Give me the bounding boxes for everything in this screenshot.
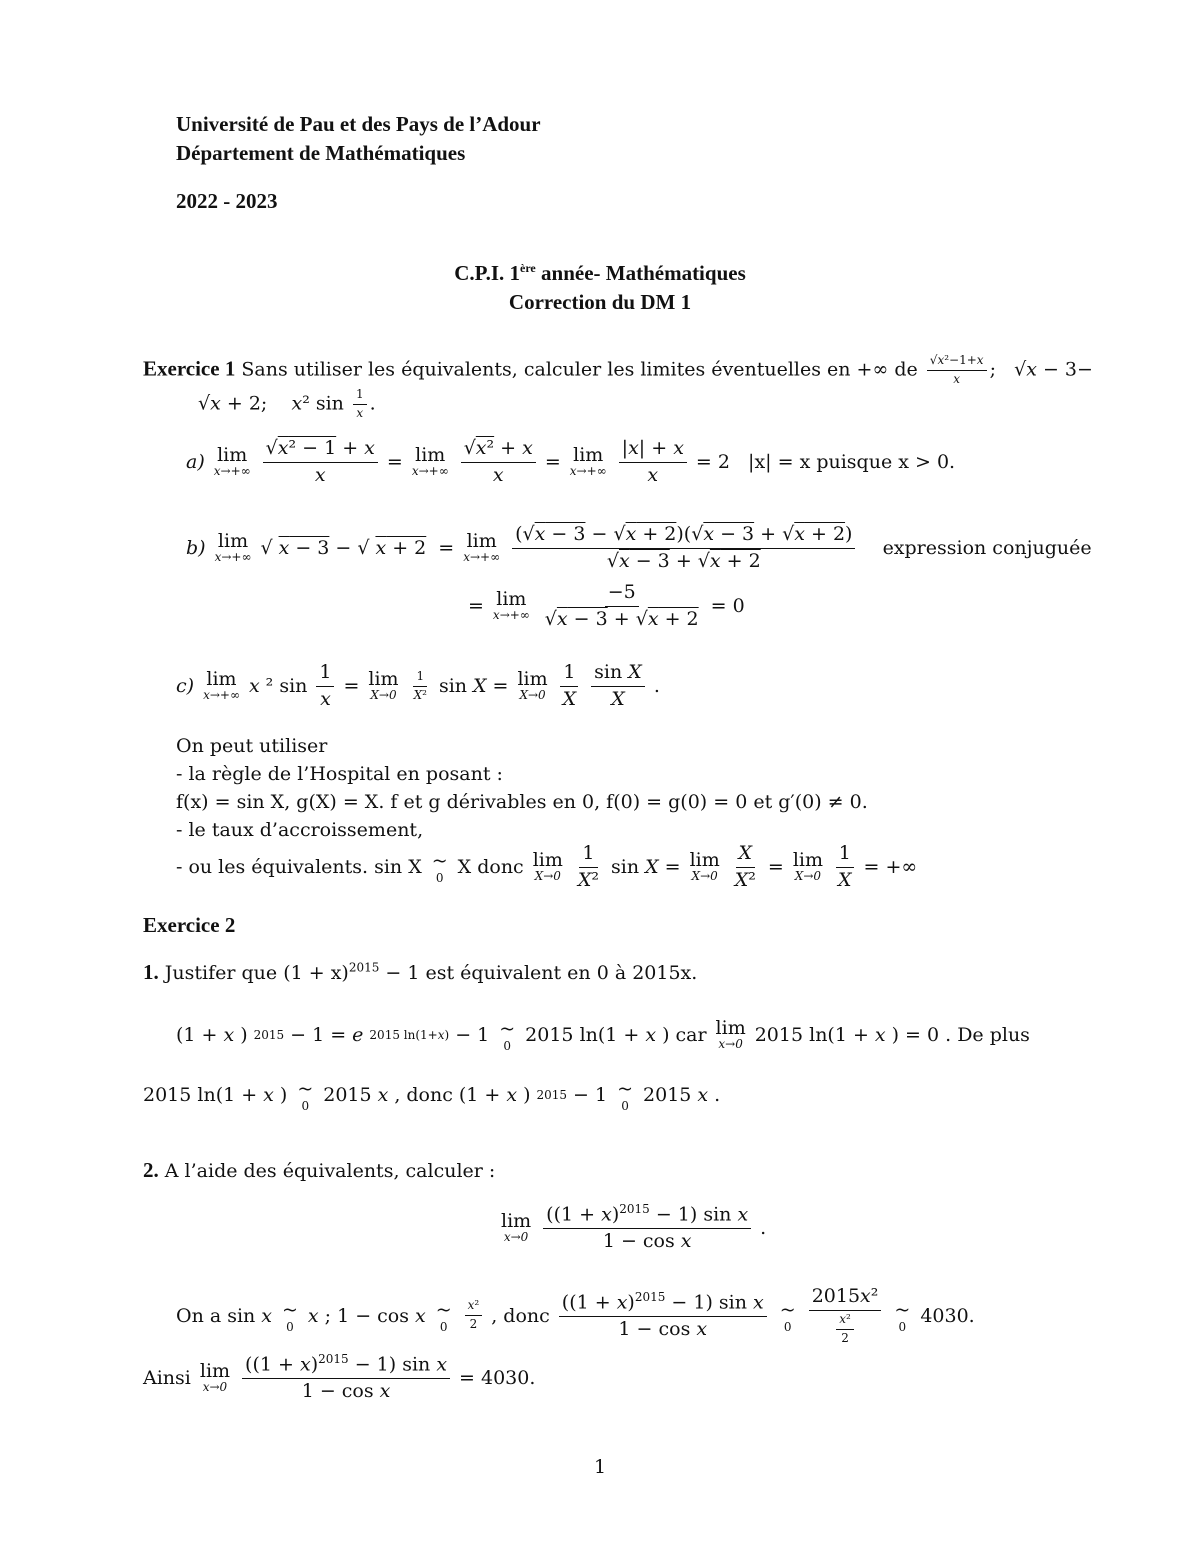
remark-rate: - le taux d’accroissement,: [176, 819, 424, 841]
ex2-q1-solution-line2: 2015 ln(1 + x ) ~ 0 2015 x , donc (1 + x ) 2015 − 1 ~ 0 2015 x .: [143, 1078, 721, 1113]
ex2-q2-limit: lim x→0 $\frac{((1 + x)^{2015} - 1) \sin x}{\text{1 − cos x}}$ .: [501, 1202, 767, 1253]
exercise-2-label: Exercice 2: [143, 913, 236, 937]
document-title: Correction du DM 1: [508, 290, 692, 314]
exercise-1-statement: Exercice 1 Sans utiliser les équivalents, calculer les limites éventuelles en +∞ de $\frac{\text{√x²−1+x}}{x}$ ; √x − 3−: [143, 353, 1093, 386]
ex2-question-2: 2. A l’aide des équivalents, calculer :: [143, 1158, 496, 1182]
remark-equivalents: - ou les équivalents. sin X ~ 0 X donc lim X→0 $\frac{1}{\text{X²}}$ sin X = lim X→0 $\frac{X}{\text{X²}}$ = lim X→0 $\frac{1}{X}$ = +∞: [176, 842, 918, 891]
page-number: 1: [593, 1456, 607, 1478]
ex2-q2-solution: On a sin x ~ 0 x ; 1 − cos x ~ 0 $\frac{\text{x²}}{2}$ , donc $\frac{((1 + x)^{2015} - 1) \sin x}{\text{1 − cos x}}$ ~ 0 $\frac{\text{2015x²}}{\frac{\text{x²}}{2}}$ ~ 0 4030.: [176, 1285, 975, 1345]
ex1-part-c: c) lim x→+∞ x ² sin $\frac{1}{x}$ = lim X→0 $\frac{1}{\text{X²}}$ sin X = lim X→0 $\frac{1}{X}$ $\frac{\text{sin X}}{X}$ .: [176, 661, 660, 710]
ex1-part-b: b) lim x→+∞ √ x − 3 − √ x + 2 = lim x→+∞ $\frac{(√x - 3 - √x + 2)(√x - 3 + √x + 2)}{√x - 3 + √x + 2}$ expression conjuguée: [186, 523, 1092, 572]
course-title: C.P.I. 1ère année- Mathématiques: [454, 261, 746, 285]
ex2-q1-solution-line1: (1 + x ) 2015 − 1 = e 2015 ln(1+x) − 1 ~ 0 2015 ln(1 + x ) car lim x→0 2015 ln(1 + x ) = 0 . De plus: [176, 1016, 1030, 1053]
department-name: Département de Mathématiques: [176, 141, 466, 165]
ex1-part-a: a) lim x→+∞ $\frac{\text{√x² − 1 + x}}{x}$ = lim x→+∞ $\frac{\text{√x² + x}}{x}$ = lim x→+∞ $\frac{|x| + x}{x}$ = 2 |x| = x puisque x > 0.: [186, 437, 956, 486]
remark-hospital: - la règle de l’Hospital en posant :: [176, 763, 503, 785]
ex2-question-1: 1. Justifer que $(1 + x)^{2015} - 1$ est équivalent en 0 à 2015x.: [143, 960, 698, 984]
ex2-conclusion: Ainsi lim x→0 $\frac{((1 + x)^{2015} - 1) \sin x}{\text{1 − cos x}}$ = 4030.: [143, 1352, 536, 1403]
remark-intro: On peut utiliser: [176, 735, 328, 757]
remark-hospital-detail: f(x) = sin X, g(X) = X. f et g dérivables en 0, f(0) = g(0) = 0 et g′(0) ≠ 0.: [176, 791, 868, 813]
exercise-1-statement-cont: √x + 2; x² sin $\frac{1}{x}$ .: [198, 387, 376, 420]
university-name: Université de Pau et des Pays de l’Adour: [176, 112, 541, 136]
academic-year: 2022 - 2023: [176, 189, 278, 213]
ex1-part-b-line2: = lim x→+∞ $\frac{-5}{√x - 3 + √x + 2}$ = 0: [468, 581, 745, 630]
